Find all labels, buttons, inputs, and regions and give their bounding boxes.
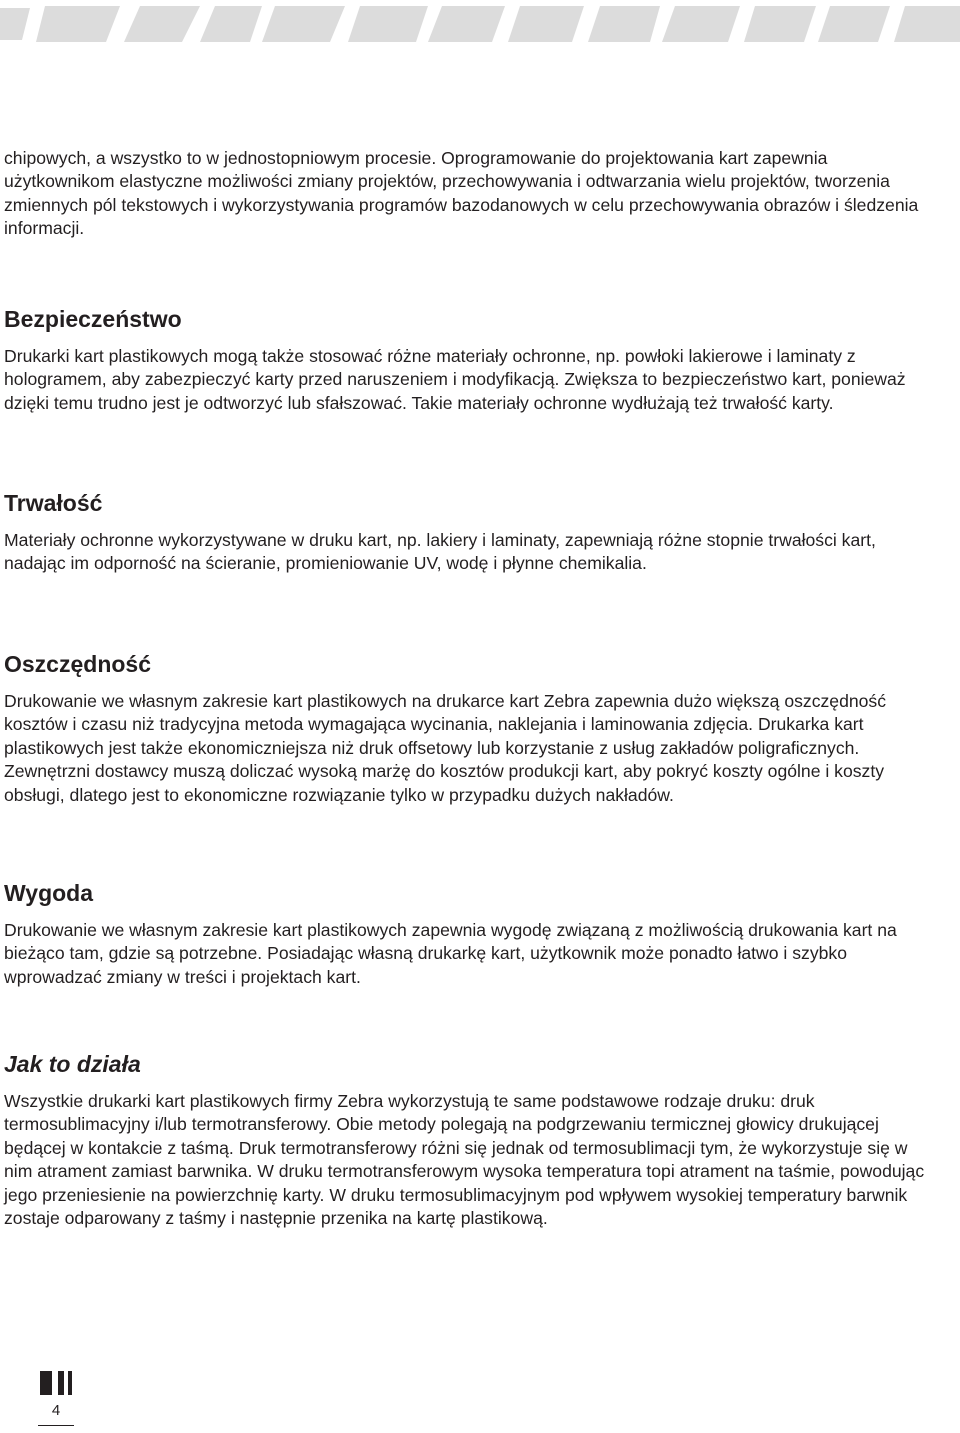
section-trwalosc bbox=[4, 489, 934, 576]
section-heading: Trwałość bbox=[4, 490, 103, 516]
page-content bbox=[4, 147, 934, 1229]
zebra-stripes-mark-icon bbox=[40, 1371, 76, 1395]
section-body: Drukowanie we własnym zakresie kart plastikowych zapewnia wygodę związaną z możliwością drukowania kart na bieżąco tam, gdzie są potrzebne. Posiadając własną drukarkę kart, użytkownik może ponadto łatwo i szybko wprowadzać zmiany w treści i projektach kart. bbox=[4, 920, 897, 987]
section-body: Materiały ochronne wykorzystywane w druku kart, np. lakiery i laminaty, zapewniają różne stopnie trwałości kart, nadając im odporność na ścieranie, promieniowanie UV, wodę i płynne chemikalia. bbox=[4, 530, 876, 574]
section-bezpieczenstwo bbox=[4, 305, 934, 415]
page-number-rule bbox=[38, 1425, 74, 1426]
intro-paragraph: chipowych, a wszystko to w jednostopniowym procesie. Oprogramowanie do projektowania kart zapewnia użytkownikom elastyczne możliwości zmiany projektów, przechowywania i odtwarzania wielu projektów, tworzenia zmiennych pól tekstowych i wykorzystywania programów bazodanowych w celu przechowywania obrazów i śledzenia informacji. bbox=[4, 148, 919, 239]
top-stripe-banner bbox=[0, 0, 960, 44]
section-jak-to-dziala bbox=[4, 1050, 934, 1230]
section-wygoda bbox=[4, 879, 934, 989]
page-number: 4 bbox=[51, 1402, 61, 1419]
section-heading: Wygoda bbox=[4, 880, 94, 906]
section-body: Drukarki kart plastikowych mogą także stosować różne materiały ochronne, np. powłoki lakierowe i laminaty z hologramem, aby zabezpieczyć karty przed naruszeniem i modyfikacją. Zwiększa to bezpieczeństwo kart, ponieważ dzięki temu trudno jest je odtworzyć lub sfałszować. Takie materiały ochronne wydłużają też trwałość karty. bbox=[4, 346, 906, 413]
section-body: Drukowanie we własnym zakresie kart plastikowych na drukarce kart Zebra zapewnia dużo większą oszczędność kosztów i czasu niż tradycyjna metoda wymagająca wycinania, naklejania i laminowania zdjęcia. Drukarka kart plastikowych jest także ekonomiczniejsza niż druk offsetowy lub korzystanie z usług zakładów poligraficznych. Zewnętrzni dostawcy muszą doliczać wysoką marżę do kosztów produkcji kart, aby pokryć koszty ogólne i koszty obsługi, dlatego jest to ekonomiczne rozwiązanie tylko w przypadku dużych nakładów. bbox=[4, 691, 887, 805]
section-oszczednosc bbox=[4, 650, 934, 807]
section-heading: Bezpieczeństwo bbox=[4, 306, 182, 332]
section-body: Wszystkie drukarki kart plastikowych firmy Zebra wykorzystują te same podstawowe rodzaje druku: druk termosublimacyjny i/lub termotransferowy. Obie metody polegają na podgrzewaniu termicznej głowicy drukującej będącej w kontakcie z taśmą. Druk termotransferowy różni się jednak od termosublimacji tym, że wykorzystuje się w nim atrament zamiast barwnika. W druku termotransferowym wysoka temperatura topi atrament na taśmie, powodując jego przeniesienie na powierzchnię karty. W druku termosublimacyjnym pod wpływem wysokiej temperatury barwnik zostaje odparowany z taśmy i następnie przenika na kartę plastikową. bbox=[4, 1091, 925, 1229]
section-heading: Jak to działa bbox=[4, 1051, 141, 1077]
section-heading: Oszczędność bbox=[4, 651, 151, 677]
